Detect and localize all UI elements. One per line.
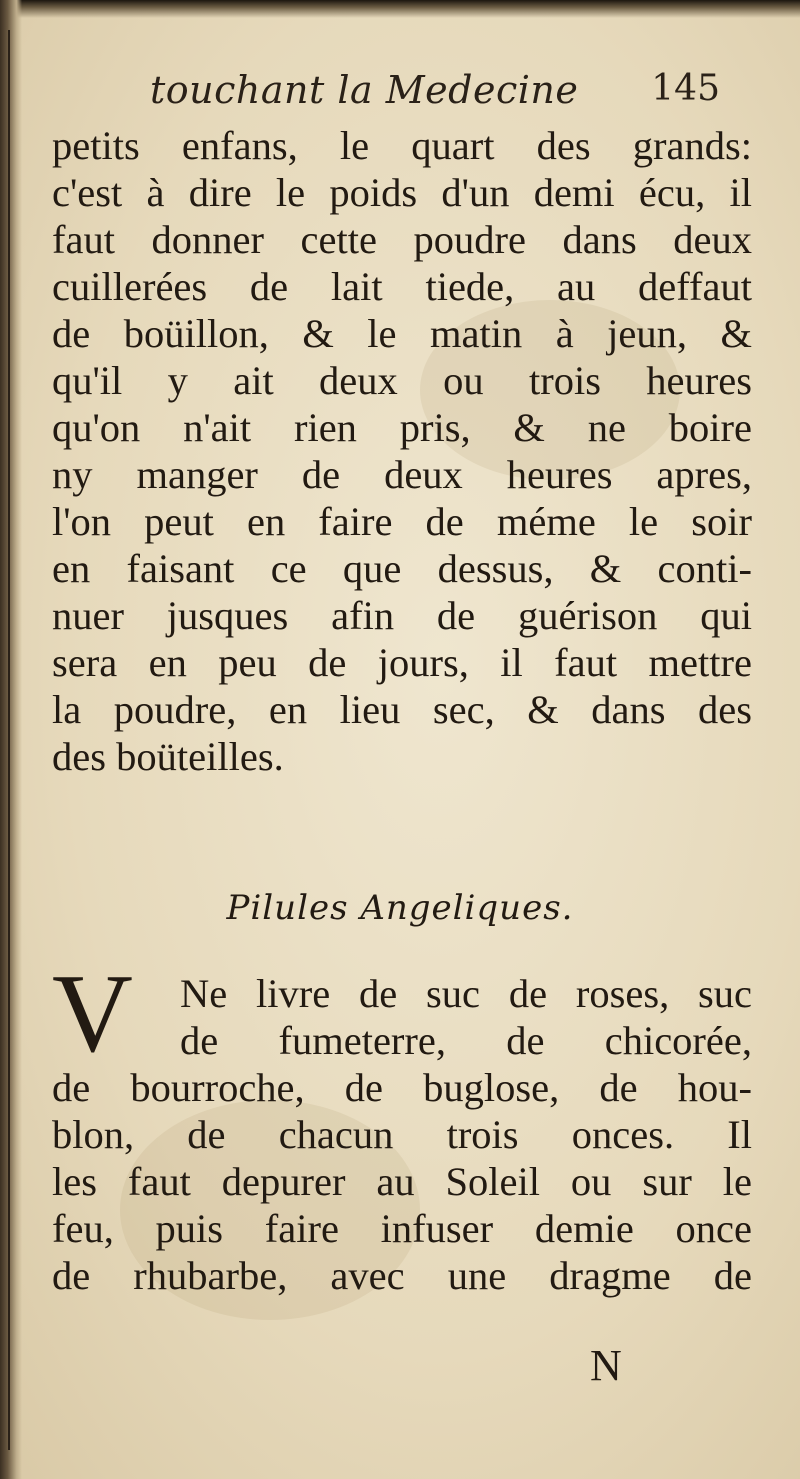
page-number: 145 bbox=[651, 68, 720, 109]
signature-mark: N bbox=[590, 1341, 622, 1390]
spine-line bbox=[8, 30, 10, 1450]
text-line: de rhubarbe, avec une dragme de bbox=[52, 1253, 752, 1298]
text-line: des boüteilles. bbox=[52, 734, 284, 779]
text-line: nuer jusques afin de guérison qui bbox=[52, 593, 752, 638]
page-header bbox=[150, 68, 750, 120]
book-spine bbox=[0, 0, 22, 1479]
text-line: l'on peut en faire de méme le soir bbox=[52, 499, 752, 544]
section-heading: Pilules Angeliques. bbox=[226, 888, 574, 928]
text-line: qu'il y ait deux ou trois heures bbox=[52, 358, 752, 403]
text-line: Ne livre de suc de roses, suc bbox=[180, 971, 752, 1016]
text-line: petits enfans, le quart des grands: bbox=[52, 123, 752, 168]
text-line: feu, puis faire infuser demie once bbox=[52, 1206, 752, 1251]
text-line: faut donner cette poudre dans deux bbox=[52, 217, 752, 262]
text-line: qu'on n'ait rien pris, & ne boire bbox=[52, 405, 752, 450]
text-line: de bourroche, de buglose, de hou- bbox=[52, 1065, 752, 1110]
running-head: touchant la Medecine bbox=[150, 68, 579, 112]
text-line: de boüillon, & le matin à jeun, & bbox=[52, 311, 752, 356]
text-line: les faut depurer au Soleil ou sur le bbox=[52, 1159, 752, 1204]
text-line: ny manger de deux heures apres, bbox=[52, 452, 752, 497]
text-line: cuillerées de lait tiede, au deffaut bbox=[52, 264, 752, 309]
text-line: c'est à dire le poids d'un demi écu, il bbox=[52, 170, 752, 215]
text-line: la poudre, en lieu sec, & dans des bbox=[52, 687, 752, 732]
paragraph-2 bbox=[52, 952, 752, 1299]
page-top-edge bbox=[0, 0, 800, 18]
drop-cap: V bbox=[52, 952, 133, 1076]
paragraph-1 bbox=[52, 122, 752, 780]
text-line: en faisant ce que dessus, & conti- bbox=[52, 546, 752, 591]
text-line: sera en peu de jours, il faut mettre bbox=[52, 640, 752, 685]
text-line: blon, de chacun trois onces. Il bbox=[52, 1112, 752, 1157]
text-line: de fumeterre, de chicorée, bbox=[180, 1018, 752, 1063]
